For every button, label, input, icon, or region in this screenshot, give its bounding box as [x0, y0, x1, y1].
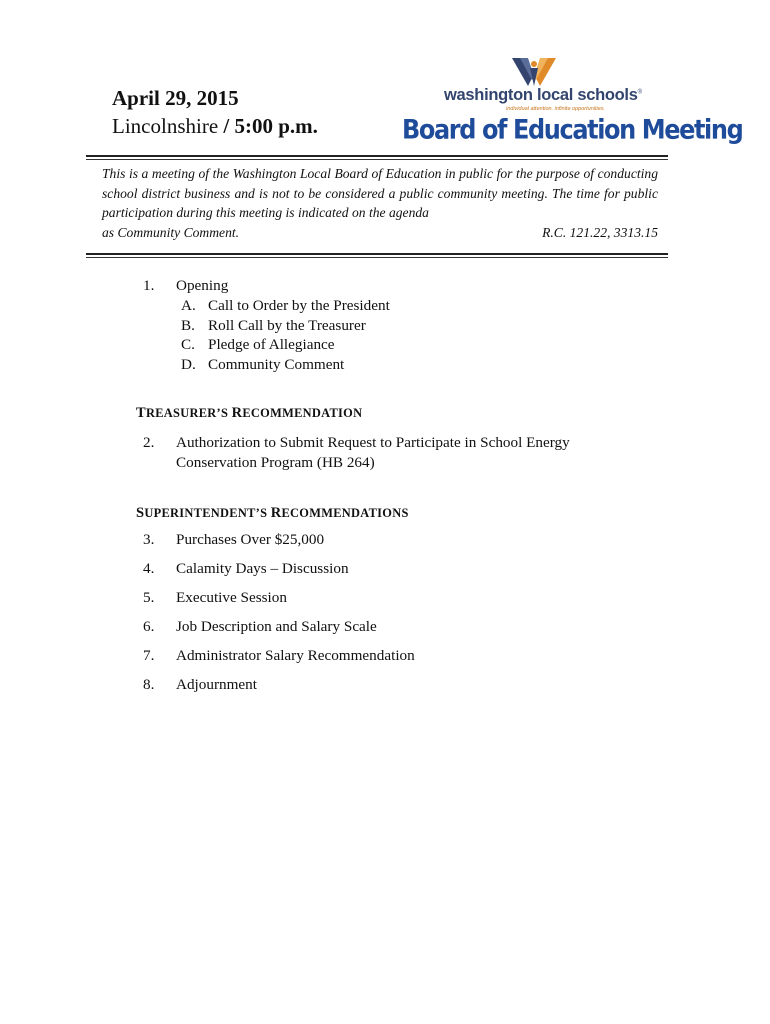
public-meeting-notice [102, 164, 658, 242]
list-item: 8. Adjournment [143, 676, 257, 693]
list-item: 5. Executive Session [143, 589, 287, 606]
list-item: 7. Administrator Salary Recommendation [143, 647, 415, 664]
bottom-rule [86, 253, 668, 255]
agenda-item-calamity-days [136, 559, 696, 579]
superintendent-section-heading: SUPERINTENDENT’S RECOMMENDATIONS [136, 505, 409, 521]
notice-last-line [102, 223, 658, 243]
subitem-roll-call: B. Roll Call by the Treasurer [181, 316, 366, 334]
top-rule-thin [86, 159, 668, 160]
agenda-item-job-description [136, 617, 696, 637]
subitem-call-to-order: A. Call to Order by the President [181, 297, 390, 314]
agenda-item-executive-session [136, 588, 696, 608]
agenda-item-adjournment [136, 675, 696, 695]
meeting-header [112, 84, 318, 140]
item-number: 2. [143, 434, 155, 451]
meeting-time: 5:00 p.m. [234, 114, 318, 138]
location-time-separator: / [218, 114, 235, 138]
notice-ending: as Community Comment. [102, 224, 240, 240]
list-item [136, 433, 696, 473]
meeting-date: April 29, 2015 [112, 86, 239, 110]
item-text-line1: Authorization to Submit Request to Participate in School Energy [176, 434, 570, 451]
opening-subitems [136, 296, 696, 374]
registered-mark: ® [637, 89, 642, 96]
bottom-rule-thin [86, 257, 668, 258]
treasurer-section-heading: TREASURER’S RECOMMENDATION [136, 405, 363, 421]
item-text-line2: Conservation Program (HB 264) [176, 454, 375, 471]
top-rule [86, 155, 668, 157]
agenda-item-admin-salary [136, 646, 696, 666]
list-item: 4. Calamity Days – Discussion [143, 560, 349, 577]
notice-citation: R.C. 121.22, 3313.15 [542, 224, 658, 240]
logo-org-name: washington local schools® [444, 86, 642, 104]
subitem-pledge: C. Pledge of Allegiance [181, 336, 335, 354]
district-logo [398, 56, 743, 152]
item-title: Opening [176, 277, 229, 294]
meeting-location-time [112, 112, 318, 140]
agenda-item-opening [136, 276, 696, 374]
list-item: 6. Job Description and Salary Scale [143, 618, 377, 635]
agenda-item-purchases [136, 530, 696, 550]
notice-text: This is a meeting of the Washington Local Board of Education in public for the purpose of conducting school district business and is not to be considered a public community meeting. The time for public participation during this meeting is indicated on the agenda [102, 166, 658, 220]
meeting-location: Lincolnshire [112, 114, 219, 138]
agenda-item-energy-conservation [136, 433, 696, 473]
item-number: 1. [143, 277, 155, 294]
board-meeting-title: Board of Education Meeting [402, 114, 743, 146]
subitem-community-comment: D. Community Comment [181, 355, 345, 373]
logo-tagline: individual attention. infinite opportunities. [506, 106, 606, 112]
list-item [136, 276, 696, 296]
list-item: 3. Purchases Over $25,000 [143, 531, 325, 548]
